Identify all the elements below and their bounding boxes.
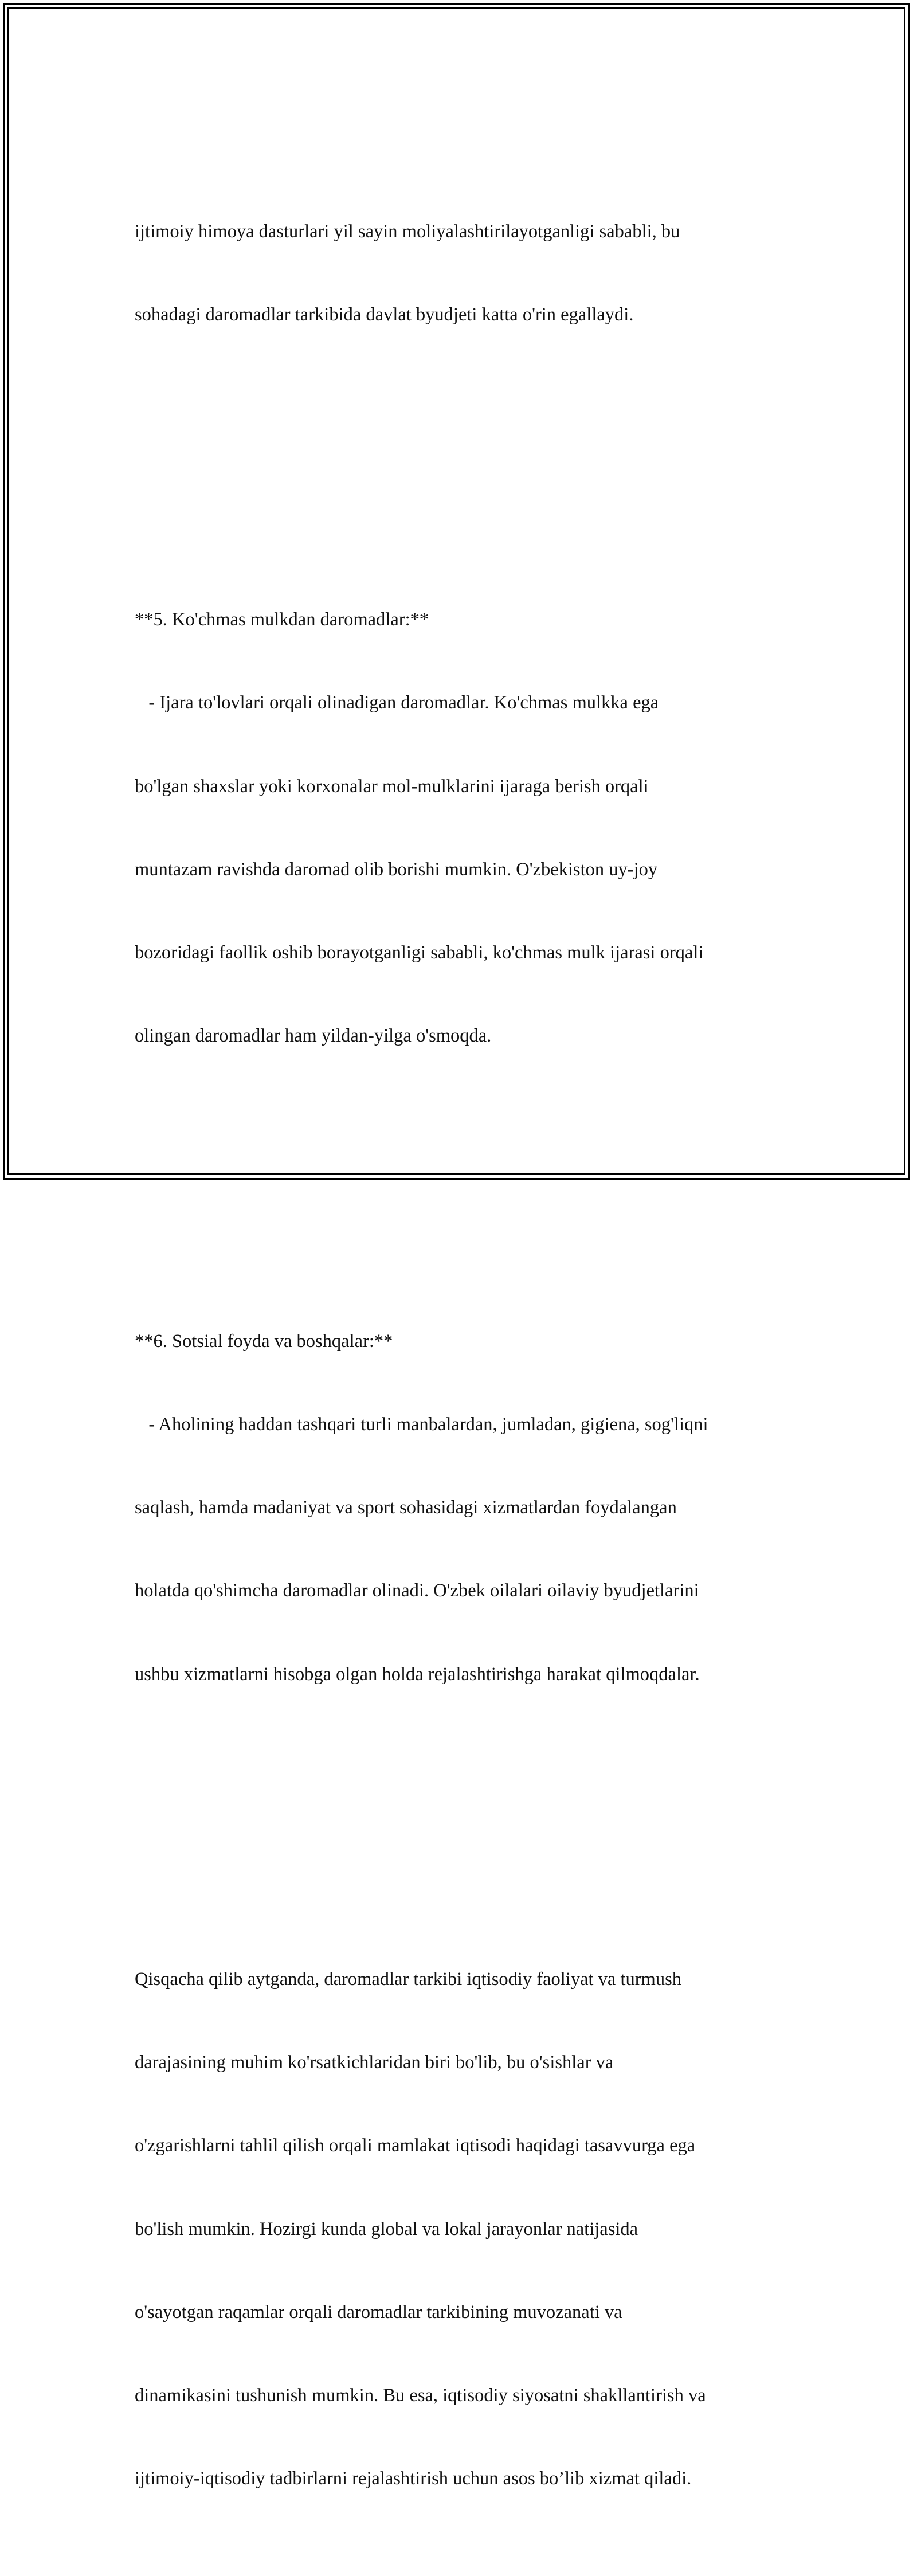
text-line: sohadagi daromadlar tarkibida davlat byudjeti katta o'rin egallaydi. (135, 304, 634, 325)
text-line: bo'lgan shaxslar yoki korxonalar mol-mulklarini ijaraga berish orqali (135, 776, 649, 797)
section-heading: **5. Ko'chmas mulkdan daromadlar:** (135, 609, 429, 631)
paragraph-gap (135, 1161, 794, 1188)
paragraph-social-protection (135, 162, 794, 384)
text-line: ijtimoiy himoya dasturlari yil sayin moliyalashtirilayotganligi sababli, bu (135, 221, 680, 242)
section-heading: **6. Sotsial foyda va boshqalar:** (135, 1330, 393, 1352)
text-line: o'sayotgan raqamlar orqali daromadlar tarkibining muvozanati va (135, 2301, 622, 2323)
text-line: dinamikasini tushunish mumkin. Bu esa, iqtisodiy siyosatni shakllantirish va (135, 2385, 706, 2406)
text-line: ijtimoiy-iqtisodiy tadbirlarni rejalashtirish uchun asos bo’lib xizmat qiladi. (135, 2468, 692, 2489)
text-line: - Ijara to'lovlari orqali olinadigan daromadlar. Ko'chmas mulkka ega (135, 692, 659, 714)
section-real-estate-income (135, 550, 794, 1105)
text-line: olingan daromadlar ham yildan-yilga o'smoqda. (135, 1025, 492, 1047)
paragraph-conclusion (135, 1910, 794, 2548)
text-line: bozoridagi faollik oshib borayotganligi sababli, ko'chmas mulk ijarasi orqali (135, 942, 704, 964)
text-line: Qisqacha qilib aytganda, daromadlar tarkibi iqtisodiy faoliyat va turmush (135, 1968, 681, 1990)
paragraph-gap (135, 1799, 794, 1827)
text-line: o'zgarishlarni tahlil qilish orqali mamlakat iqtisodi haqidagi tasavvurga ega (135, 2135, 696, 2156)
text-line: ushbu xizmatlarni hisobga olgan holda rejalashtirishga harakat qilmoqdalar. (135, 1663, 700, 1685)
document-body (135, 107, 794, 2576)
text-line: saqlash, hamda madaniyat va sport sohasidagi xizmatlardan foydalangan (135, 1497, 677, 1518)
text-line: holatda qo'shimcha daromadlar olinadi. O'zbek oilalari oilaviy byudjetlarini (135, 1580, 699, 1602)
text-line: - Aholining haddan tashqari turli manbalardan, jumladan, gigiena, sog'liqni (135, 1414, 708, 1435)
text-line: bo'lish mumkin. Hozirgi kunda global va lokal jarayonlar natijasida (135, 2218, 638, 2240)
paragraph-gap (135, 440, 794, 467)
section-social-benefits (135, 1272, 794, 1744)
text-line: darajasining muhim ko'rsatkichlaridan biri bo'lib, bu o'sishlar va (135, 2052, 614, 2073)
text-line: muntazam ravishda daromad olib borishi mumkin. O'zbekiston uy-joy (135, 859, 658, 880)
